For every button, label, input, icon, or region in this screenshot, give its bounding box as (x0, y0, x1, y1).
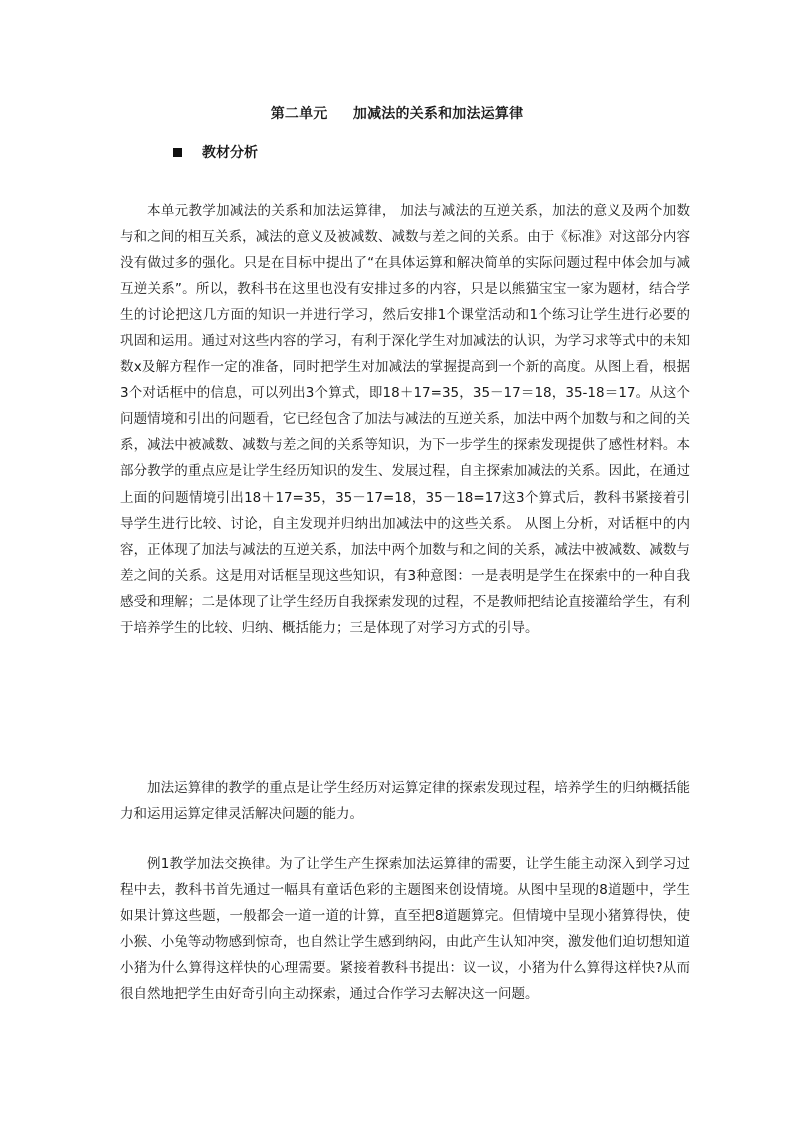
square-bullet-icon (173, 148, 182, 157)
unit-title: 第二单元 加减法的关系和加法运算律 (270, 106, 524, 122)
paragraph-focus: 加法运算律的教学的重点是让学生经历对运算定律的探索发现过程，培养学生的归纳概括能力和运用运算定律灵活解决问题的能力。 (120, 779, 690, 822)
paragraph-analysis: 本单元教学加减法的关系和加法运算律， 加法与减法的互逆关系，加法的意义及两个加数与和之间的相互关系，减法的意义及被减数、减数与差之间的关系。由于《标准》对这部分内容没有做过多的强化。只是在目标中提出了“在具体运算和解决简单的实际问题过程中体会加与减互逆关系”。所以，教科书在这里也没有安排过多的内容，只是以熊猫宝宝一家为题材，结合学生的讨论把这几方面的知识一并进行学习，然后安排1个课堂活动和1个练习让学生进行必要的巩固和运用。通过对这些内容的学习，有利于深化学生对加减法的认识，为学习求等式中的未知数x及解方程作一定的准备，同时把学生对加减法的掌握提高到一个新的高度。从图上看，根据3个对话框中的信息，可以列出3个算式，即18＋17=35，35－17＝18，35-18＝17。从这个问题情境和引出的问题看，它已经包含了加法与减法的互逆关系，加法中两个加数与和之间的关系，减法中被减数、减数与差之间的关系等知识，为下一步学生的探索发现提供了感性材料。本部分教学的重点应是让学生经历知识的发生、发展过程，自主探索加减法的关系。因此，在通过上面的问题情境引出18＋17=35，35－17=18，35－18=17这3个算式后，教科书紧接着引导学生进行比较、讨论，自主发现并归纳出加减法中的这些关系。 从图上分析，对话框中的内容，正体现了加法与减法的互逆关系，加法中两个加数与和之间的关系，减法中被减数、减数与差之间的关系。这是用对话框呈现这些知识，有3种意图：一是表明是学生在探索中的一种自我感受和理解；二是体现了让学生经历自我探索发现的过程，不是教师把结论直接灌给学生，有利于培养学生的比较、归纳、概括能力；三是体现了对学习方式的引导。 (120, 202, 690, 636)
paragraph-example: 例1教学加法交换律。为了让学生产生探索加法运算律的需要，让学生能主动深入到学习过程中去，教科书首先通过一幅具有童话色彩的主题图来创设情境。从图中呈现的8道题中，学生如果计算这些题，一般都会一道一道的计算，直至把8道题算完。但情境中呈现小猪算得快，使小猴、小兔等动物感到惊奇，也自然让学生感到纳闷，由此产生认知冲突，激发他们迫切想知道小猪为什么算得这样快的心理需要。紧接着教科书提出：议一议，小猪为什么算得这样快?从而很自然地把学生由好奇引向主动探索，通过合作学习去解决这一问题。 (120, 855, 690, 1002)
section-heading (173, 142, 258, 162)
section-heading-text: 教材分析 (202, 145, 258, 161)
